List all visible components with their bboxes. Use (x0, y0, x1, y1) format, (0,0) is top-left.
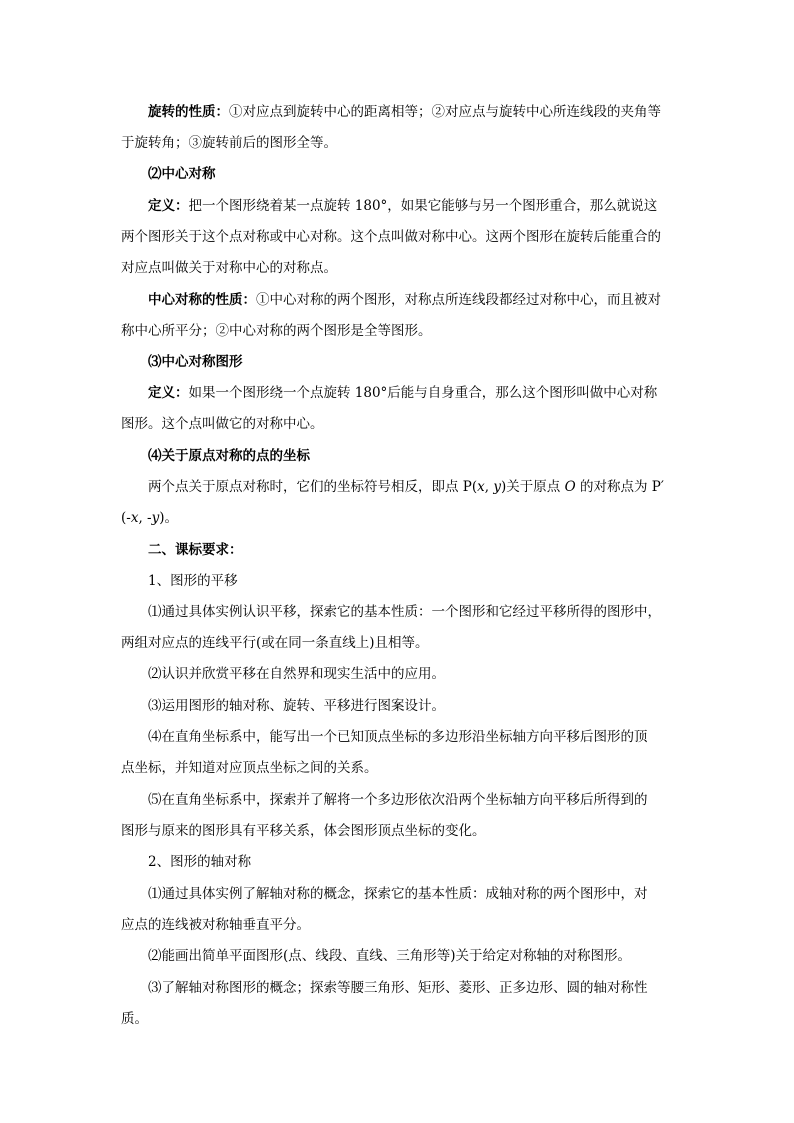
origin-symmetry-line-1 (148, 477, 664, 497)
coordinate-text: (- (121, 510, 131, 526)
centrally-symmetric-figure-definition-line-1 (148, 383, 657, 403)
origin-symmetry-text: )关于原点 (501, 479, 565, 495)
rotation-properties-label: 旋转的性质： (148, 104, 229, 120)
translation-item-line: 两组对应点的连线平行(或在同一条直线上)且相等。 (121, 635, 429, 651)
variable-y: y (151, 510, 160, 526)
central-symmetry-properties-text-1: ①中心对称的两个图形，对称点所连线段都经过对称中心，而且被对 (256, 292, 661, 308)
definition-text-1: 把一个图形绕着某一点旋转 180°，如果它能够与另一个图形重合，那么就说这 (188, 198, 658, 214)
variable-x: x (130, 510, 139, 526)
variable-y: y (493, 479, 502, 495)
definition-text-1: 如果一个图形绕一个点旋转 180°后能与自身重合，那么这个图形叫做中心对称 (188, 385, 658, 401)
central-symmetry-definition-line-1 (148, 196, 657, 216)
translation-item-line: ⑵认识并欣赏平移在自然界和现实生活中的应用。 (148, 666, 445, 682)
translation-item-line: ⑴通过具体实例认识平移，探索它的基本性质：一个图形和它经过平移所得的图形中， (148, 604, 661, 620)
translation-item-line: 点坐标，并知道对应顶点坐标之间的关系。 (121, 760, 378, 776)
translation-item-line: 图形与原来的图形具有平移关系，体会图形顶点坐标的变化。 (121, 823, 486, 839)
central-symmetry-definition-line-3: 对应点叫做关于对称中心的对称点。 (121, 260, 337, 276)
origin-symmetry-line-2 (121, 508, 178, 528)
rotation-properties-line-1 (148, 102, 661, 122)
comma: , (484, 479, 494, 495)
axial-symmetry-item-line: 质。 (121, 1011, 148, 1027)
central-symmetry-heading: ⑵中心对称 (148, 166, 216, 182)
centrally-symmetric-figure-definition-line-2: 图形。这个点叫做它的对称中心。 (121, 416, 324, 432)
axial-symmetry-item-line: ⑶了解轴对称图形的概念；探索等腰三角形、矩形、菱形、正多边形、圆的轴对称性 (148, 980, 648, 996)
axial-symmetry-item-line: ⑵能画出简单平面图形(点、线段、直线、三角形等)关于给定对称轴的对称图形。 (148, 948, 632, 964)
centrally-symmetric-figure-heading: ⑶中心对称图形 (148, 354, 243, 370)
translation-subheading: 1、图形的平移 (148, 573, 238, 589)
central-symmetry-properties-line-2: 称中心所平分；②中心对称的两个图形是全等图形。 (121, 323, 432, 339)
coordinate-text: , - (138, 510, 152, 526)
rotation-properties-line-2: 于旋转角；③旋转前后的图形全等。 (121, 135, 337, 151)
axial-symmetry-item-line: 应点的连线被对称轴垂直平分。 (121, 917, 310, 933)
axial-symmetry-item-line: ⑴通过具体实例了解轴对称的概念，探索它的基本性质：成轴对称的两个图形中，对 (148, 886, 648, 902)
translation-item-line: ⑷在直角坐标系中，能写出一个已知顶点坐标的多边形沿坐标轴方向平移后图形的顶 (148, 729, 648, 745)
origin-symmetry-heading: ⑷关于原点对称的点的坐标 (148, 448, 310, 464)
central-symmetry-properties-line-1 (148, 290, 661, 310)
origin-symmetry-text: 两个点关于原点对称时，它们的坐标符号相反，即点 P( (148, 479, 478, 495)
origin-symmetry-text: 的对称点为 P′ (575, 479, 664, 495)
definition-label: 定义： (148, 385, 189, 401)
requirements-heading: 二、课标要求： (148, 542, 243, 558)
variable-x: x (477, 479, 485, 495)
definition-label: 定义： (148, 198, 189, 214)
coordinate-text: )。 (159, 510, 179, 526)
rotation-properties-text-1: ①对应点到旋转中心的距离相等；②对应点与旋转中心所连线段的夹角等 (229, 104, 661, 120)
axial-symmetry-subheading: 2、图形的轴对称 (148, 854, 252, 870)
translation-item-line: ⑶运用图形的轴对称、旋转、平移进行图案设计。 (148, 698, 445, 714)
central-symmetry-definition-line-2: 两个图形关于这个点对称或中心对称。这个点叫做对称中心。这两个图形在旋转后能重合的 (121, 229, 661, 245)
origin-o: O (564, 479, 576, 495)
central-symmetry-properties-label: 中心对称的性质： (148, 292, 256, 308)
translation-item-line: ⑸在直角坐标系中，探索并了解将一个多边形依次沿两个坐标轴方向平移后所得到的 (148, 792, 648, 808)
